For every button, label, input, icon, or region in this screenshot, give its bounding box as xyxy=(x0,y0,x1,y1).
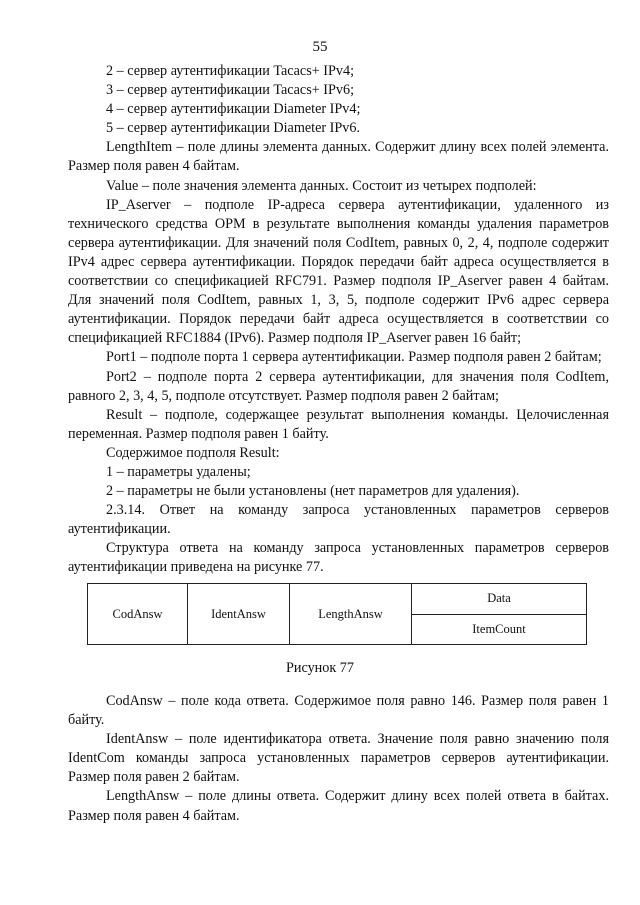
list-item: 3 – сервер аутентификации Tacacs+ IPv6; xyxy=(106,82,355,99)
paragraph-lengthitem: LengthItem – поле длины элемента данных. Содержит длину всех полей элемента. Размер поля равен 4 байтам. xyxy=(68,139,609,175)
diagram-cell-data-group xyxy=(412,584,586,644)
paragraph-result-contents: Содержимое подполя Result: xyxy=(106,444,280,461)
packet-structure-diagram xyxy=(87,583,587,645)
diagram-cell-codansw: CodAnsw xyxy=(88,584,188,644)
diagram-cell-itemcount: ItemCount xyxy=(472,621,526,636)
paragraph-codansw: CodAnsw – поле кода ответа. Содержимое поля равно 146. Размер поля равен 1 байту. xyxy=(68,693,609,729)
paragraph-port2: Port2 – подполе порта 2 сервера аутентификации, для значения поля CodItem, равного 2, 3, 4, 5, подполе отсутствует. Размер подполя равен 2 байтам; xyxy=(68,368,609,404)
diagram-cell-data: Data xyxy=(412,584,586,615)
paragraph-ip-aserver: IP_Aserver – подполе IP-адреса сервера аутентификации, удаленного из технического средства ОРМ в результате выполнения команды удаления параметров сервера аутентификации. Для значений поля CodItem, равных 0, 2, 4, подполе содержит IPv4 адрес сервера аутентификации. Порядок передачи байт адреса осуществляется в соответствии со спецификацией RFC791. Размер подполя IP_Aserver равен 4 байтам. Для значений поля CodItem, равных 1, 3, 5, подполе содержит IPv6 адрес сервера аутентификации. Порядок передачи байт адреса осуществляется в соответствии со спецификацией RFC1884 (IPv6). Размер подполя IP_Aserver равен 16 байт; xyxy=(68,196,609,347)
list-item: 2 – параметры не были установлены (нет параметров для удаления). xyxy=(106,483,520,500)
paragraph-identansw: IdentAnsw – поле идентификатора ответа. Значение поля равно значению поля IdentCom команды запроса установленных параметров серверов аутентификации. Размер поля равен 2 байтам. xyxy=(68,731,609,786)
paragraph-value: Value – поле значения элемента данных. Состоит из четырех подполей: xyxy=(106,177,537,194)
body-text-top xyxy=(68,62,609,578)
figure-caption: Рисунок 77 xyxy=(285,660,354,676)
diagram-cell-lengthansw: LengthAnsw xyxy=(290,584,412,644)
list-item: 4 – сервер аутентификации Diameter IPv4; xyxy=(106,101,361,118)
section-heading-2-3-14: 2.3.14. Ответ на команду запроса установленных параметров серверов аутентификации. xyxy=(68,502,609,538)
list-item: 2 – сервер аутентификации Tacacs+ IPv4; xyxy=(106,63,355,79)
list-item: 5 – сервер аутентификации Diameter IPv6. xyxy=(106,120,361,137)
paragraph-result: Result – подполе, содержащее результат выполнения команды. Целочисленная переменная. Размер подполя равен 1 байту. xyxy=(68,406,609,442)
page-number: 55 xyxy=(312,39,328,55)
diagram-cell-identansw: IdentAnsw xyxy=(188,584,290,644)
paragraph-lengthansw: LengthAnsw – поле длины ответа. Содержит длину всех полей ответа в байтах. Размер поля равен 4 байтам. xyxy=(68,788,609,824)
paragraph-structure: Структура ответа на команду запроса установленных параметров серверов аутентификации приведена на рисунке 77. xyxy=(68,540,609,576)
body-text-bottom xyxy=(68,692,609,826)
paragraph-port1: Port1 – подполе порта 1 сервера аутентификации. Размер подполя равен 2 байтам; xyxy=(106,349,602,366)
list-item: 1 – параметры удалены; xyxy=(106,463,251,480)
